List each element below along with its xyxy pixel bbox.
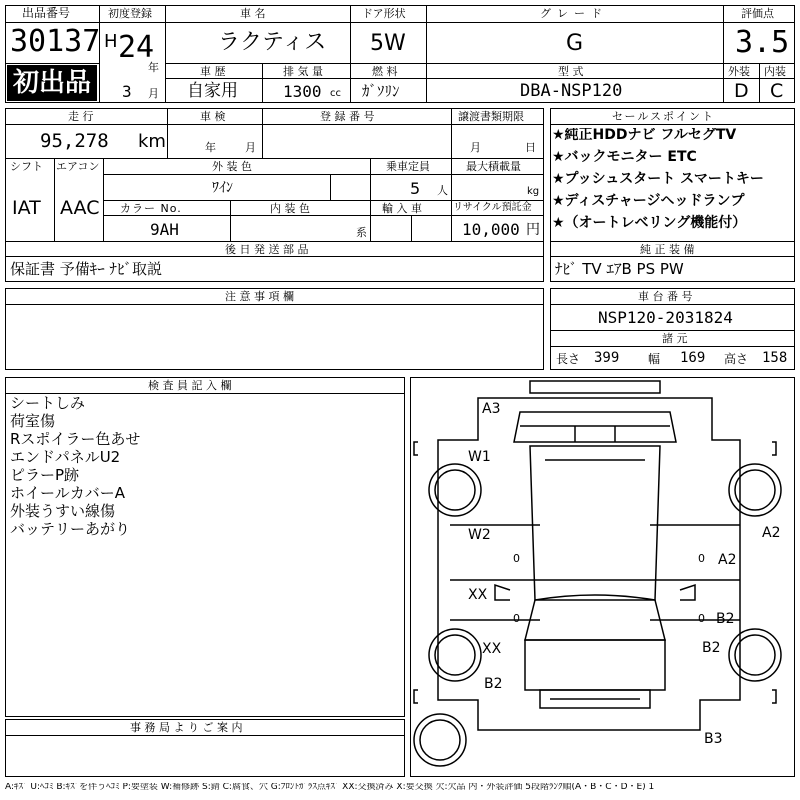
later-parts: 保証書 予備ｷｰ ﾅﾋﾞ取説 (10, 260, 163, 278)
equipment-label: 純 正 装 備 (640, 243, 695, 256)
sales-point-item: ★バックモニター ETC (552, 149, 697, 165)
shift: IAT (12, 197, 41, 219)
reg-month-unit: 月 (148, 87, 159, 100)
sales-point-item: ★プッシュスタート スマートキー (552, 171, 764, 187)
length: 399 (594, 350, 620, 366)
inspection-year-unit: 年 (205, 141, 216, 154)
damage-mark-a2: A2 (718, 552, 737, 568)
damage-mark-a2-side: A2 (762, 525, 781, 541)
car-name: ラクティス (218, 30, 327, 55)
history: 自家用 (187, 81, 238, 101)
inspector-line: Rスポイラー色あせ (10, 430, 141, 448)
disp-unit: cc (330, 88, 341, 99)
car-name-label: 車 名 (240, 7, 266, 20)
sales-point-item: ★（オートレベリング機能付） (552, 215, 747, 231)
mileage-unit: km (138, 131, 166, 152)
model-label: 型 式 (558, 65, 584, 78)
inspector-line: エンドパネルU2 (10, 448, 121, 466)
inspector-line: ピラーP跡 (10, 466, 80, 484)
int-color-label: 内 装 色 (270, 202, 310, 215)
sales-point-item: ★純正HDDナビ フルセグTV (552, 128, 737, 143)
recycle-label: リサイクル預託金 (453, 202, 532, 213)
ext-label: 外装 (728, 65, 750, 78)
door-type: 5W (370, 31, 406, 56)
reg-year-unit: 年 (148, 61, 159, 74)
width-label: 幅 (648, 352, 661, 366)
equipment: ﾅﾋﾞ TV ｴｱB PS PW (555, 260, 684, 278)
sales-point-label: セールスポイント (612, 110, 716, 123)
ext-color: ﾜｲﾝ (212, 180, 233, 196)
inspector-line: ホイールカバーA (10, 484, 125, 502)
reg-year: 24 (118, 30, 155, 65)
color-no: 9AH (150, 220, 179, 239)
dims-label: 諸 元 (662, 332, 688, 345)
later-parts-label: 後 日 発 送 部 品 (225, 243, 309, 256)
inspector-label: 検 査 員 記 入 欄 (148, 379, 232, 392)
sales-point-item: ★ディスチャージヘッドランプ (552, 193, 745, 209)
shift-label: シフト (10, 160, 43, 173)
legend: A:ｷｽﾞ U:ﾍｺﾐ B:ｷｽﾞを伴うﾍｺﾐ P:要塗装 W:補修跡 S:錆 C:腐食、穴 G:ﾌﾛﾝﾄｶﾞﾗｽ点ｷｽﾞ XX:交換済み X:要交換 欠:欠品 内・外装評価 5段階ﾗﾝｸ順(A・B・C・D・E) 1 (5, 783, 655, 792)
damage-mark-b3: B3 (704, 731, 723, 747)
transfer-label: 譲渡書類期限 (458, 110, 524, 123)
grade: G (566, 31, 584, 56)
inspector-line: 荷室傷 (10, 412, 56, 430)
capacity: 5 (410, 179, 421, 198)
inspection-month-unit: 月 (245, 141, 256, 154)
reg-label: 初度登録 (108, 7, 152, 20)
ext-color-label: 外 装 色 (212, 160, 252, 173)
int-color-unit: 系 (356, 226, 367, 239)
height-label: 高さ (724, 352, 749, 366)
chassis-number: NSP120-2031824 (598, 308, 733, 327)
width: 169 (680, 350, 706, 366)
model-code: DBA-NSP120 (520, 81, 623, 101)
zero-mark: 0 (513, 552, 520, 565)
fuel-label: 燃 料 (372, 65, 398, 78)
history-label: 車 歴 (200, 65, 226, 78)
transfer-day-unit: 日 (525, 141, 536, 154)
lot-no: 30137 (10, 24, 101, 59)
load-label: 最大積載量 (466, 160, 521, 173)
capacity-label: 乗車定員 (386, 160, 430, 173)
air-conditioner: AAC (60, 197, 100, 219)
import-label: 輸 入 車 (382, 202, 422, 215)
recycle-deposit: 10,000 (462, 220, 520, 239)
displacement: 1300 (283, 82, 322, 101)
color-no-label: カラー No. (120, 202, 182, 215)
mileage: 95,278 (40, 130, 109, 152)
inspector-line: シートしみ (10, 394, 86, 412)
fuel: ｶﾞｿﾘﾝ (362, 82, 400, 100)
ext-score: D (734, 80, 749, 102)
first-listing-badge: 初出品 (7, 65, 97, 101)
recycle-unit: 円 (526, 222, 540, 238)
sales-point-list (552, 128, 793, 238)
capacity-unit: 人 (437, 184, 448, 197)
caution-label: 注 意 事 項 欄 (225, 290, 294, 303)
car-diagram-block (410, 377, 795, 777)
zero-mark: 0 (513, 612, 520, 625)
inspection-label: 車 検 (200, 110, 226, 123)
zero-mark: 0 (698, 612, 705, 625)
length-label: 長さ (556, 352, 581, 366)
damage-mark-xx: XX (482, 641, 502, 657)
zero-mark: 0 (698, 552, 705, 565)
damage-mark-w1: W1 (468, 449, 491, 465)
door-label: ドア形状 (362, 7, 406, 20)
score-label: 評価点 (741, 7, 774, 20)
lot-no-label: 出品番号 (22, 6, 71, 20)
inspector-notes (10, 396, 140, 540)
chassis-label: 車 台 番 号 (638, 290, 693, 303)
score: 3.5 (735, 25, 790, 60)
inspector-line: 外装うすい線傷 (10, 502, 116, 520)
inspector-line: バッテリーあがり (10, 520, 131, 538)
regno-label: 登 録 番 号 (320, 110, 375, 123)
damage-mark-b2: B2 (484, 676, 503, 692)
disp-label: 排 気 量 (283, 65, 323, 78)
damage-mark-xx: XX (468, 587, 488, 603)
ac-label: エアコン (56, 160, 100, 173)
damage-mark-b2: B2 (702, 640, 721, 656)
damage-mark-b2: B2 (716, 611, 735, 627)
reg-month: 3 (122, 82, 132, 101)
reg-era: H (104, 31, 118, 52)
damage-mark-a3: A3 (482, 401, 501, 417)
transfer-month-unit: 月 (470, 141, 481, 154)
damage-mark-w2: W2 (468, 527, 491, 543)
grade-label: グレード (540, 7, 608, 20)
mileage-label: 走 行 (68, 110, 94, 123)
int-label: 内装 (764, 65, 786, 78)
load-unit: kg (527, 186, 540, 197)
height: 158 (762, 350, 788, 366)
office-label: 事 務 局 よ り ご 案 内 (130, 721, 243, 734)
int-score: C (770, 80, 784, 102)
